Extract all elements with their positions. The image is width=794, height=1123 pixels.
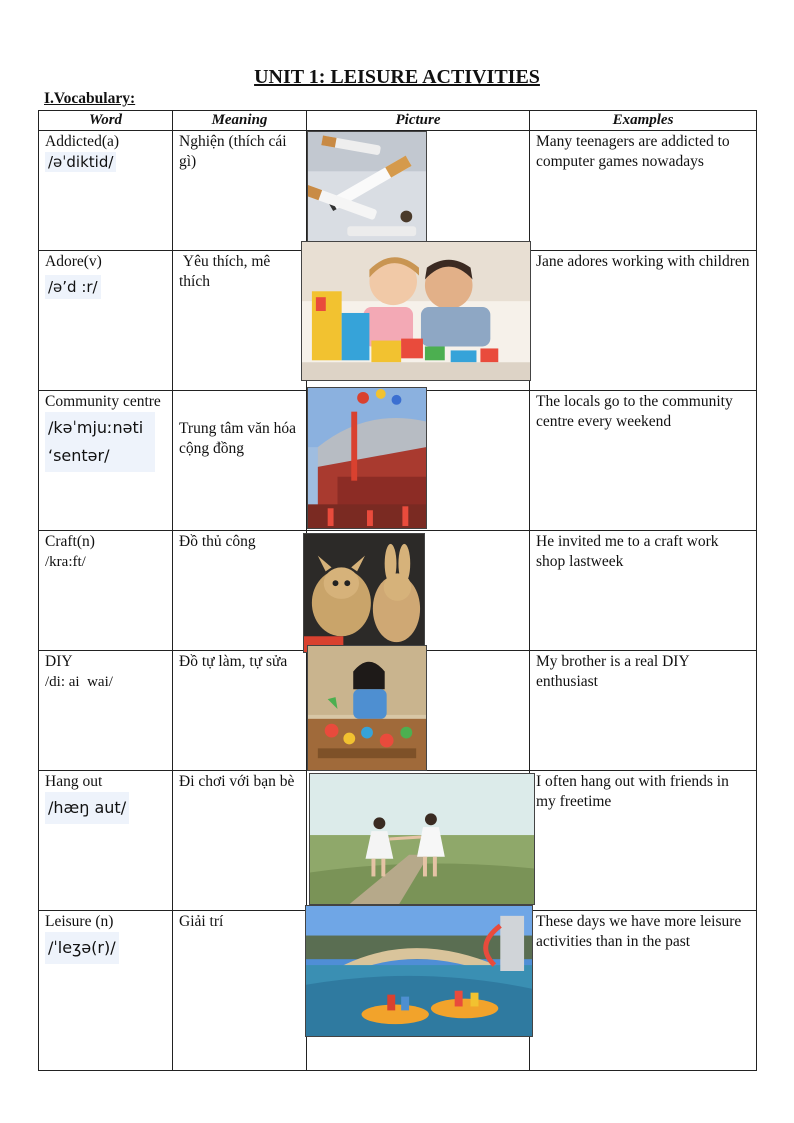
- picture-cell: [307, 651, 530, 771]
- meaning-cell: [173, 771, 307, 911]
- meaning-text: Yêu thích, mê thích: [179, 253, 275, 290]
- example-text: He invited me to a craft work shop lastweek: [536, 533, 719, 570]
- example-text: The locals go to the community centre every weekend: [536, 393, 733, 430]
- picture-cell: [307, 251, 530, 391]
- meaning-text: Đi chơi với bạn bè: [179, 773, 295, 790]
- column-header-meaning: Meaning: [173, 111, 307, 131]
- table-row: [39, 771, 757, 911]
- example-text: I often hang out with friends in my freetime: [536, 773, 729, 810]
- word-cell: [39, 771, 173, 911]
- word-text: Adore(v): [45, 253, 102, 270]
- picture-cell: [307, 771, 530, 911]
- meaning-text: Nghiện (thích cái gì): [179, 133, 287, 170]
- meaning-text: Đồ thủ công: [179, 533, 256, 550]
- section-heading: I.Vocabulary:: [44, 90, 136, 107]
- friends-walking-in-field-photo: [309, 773, 535, 905]
- meaning-cell: [173, 391, 307, 531]
- example-cell: [530, 771, 757, 911]
- meaning-cell: [173, 531, 307, 651]
- woman-making-diy-crafts-photo: [307, 645, 427, 771]
- word-cell: [39, 251, 173, 391]
- column-header-picture: Picture: [307, 111, 530, 131]
- picture-cell: [307, 911, 530, 1071]
- word-cell: [39, 391, 173, 531]
- example-cell: [530, 391, 757, 531]
- example-cell: [530, 911, 757, 1071]
- word-text: Craft(n): [45, 533, 95, 550]
- children-playing-lego-photo: [301, 241, 531, 381]
- word-pronunciation: /hæŋ aut/: [45, 792, 129, 824]
- word-pronunciation: /di: ai wai/: [45, 674, 113, 690]
- page-title: UNIT 1: LEISURE ACTIVITIES: [254, 66, 540, 88]
- vocabulary-table: [38, 110, 757, 1071]
- table-header-row: [39, 111, 757, 131]
- example-cell: [530, 131, 757, 251]
- picture-cell: [307, 531, 530, 651]
- example-cell: [530, 251, 757, 391]
- word-text: Community centre: [45, 393, 161, 410]
- meaning-cell: [173, 131, 307, 251]
- wicker-animal-crafts-photo: [303, 533, 425, 653]
- word-pronunciation: /kəˈmjuːnəti ‘sentər/: [45, 412, 155, 472]
- table-row: [39, 131, 757, 251]
- meaning-cell: [173, 911, 307, 1071]
- word-pronunciation: /ə’d :r/: [45, 275, 101, 299]
- table-row: [39, 531, 757, 651]
- example-cell: [530, 651, 757, 771]
- table-row: [39, 391, 757, 531]
- example-text: Jane adores working with children: [536, 253, 750, 270]
- table-row: [39, 651, 757, 771]
- word-cell: [39, 131, 173, 251]
- example-text: Many teenagers are addicted to computer games nowadays: [536, 133, 730, 170]
- meaning-cell: [173, 651, 307, 771]
- meaning-cell: [173, 251, 307, 391]
- word-text: Leisure (n): [45, 913, 114, 930]
- word-cell: [39, 651, 173, 771]
- table-row: [39, 251, 757, 391]
- picture-cell: [307, 391, 530, 531]
- word-pronunciation: /ˈleʒə(r)/: [45, 932, 119, 964]
- example-cell: [530, 531, 757, 651]
- column-header-examples: Examples: [530, 111, 757, 131]
- word-cell: [39, 531, 173, 651]
- example-text: These days we have more leisure activities than in the past: [536, 913, 742, 950]
- meaning-text: Giải trí: [179, 913, 224, 930]
- meaning-text: Trung tâm văn hóa cộng đồng: [179, 420, 296, 457]
- word-cell: [39, 911, 173, 1071]
- word-text: Hang out: [45, 773, 103, 790]
- meaning-text: Đồ tự làm, tự sửa: [179, 653, 288, 670]
- column-header-word: Word: [39, 111, 173, 131]
- word-pronunciation: /kra:ft/: [45, 554, 86, 570]
- cigarettes-photo: [307, 131, 427, 243]
- word-pronunciation: /əˈdiktid/: [45, 152, 116, 172]
- word-text: Addicted(a): [45, 133, 120, 150]
- picture-cell: [307, 131, 530, 251]
- community-centre-building-photo: [307, 387, 427, 529]
- table-row: [39, 911, 757, 1071]
- example-text: My brother is a real DIY enthusiast: [536, 653, 690, 690]
- water-park-photo: [305, 905, 533, 1037]
- word-text: DIY: [45, 653, 73, 670]
